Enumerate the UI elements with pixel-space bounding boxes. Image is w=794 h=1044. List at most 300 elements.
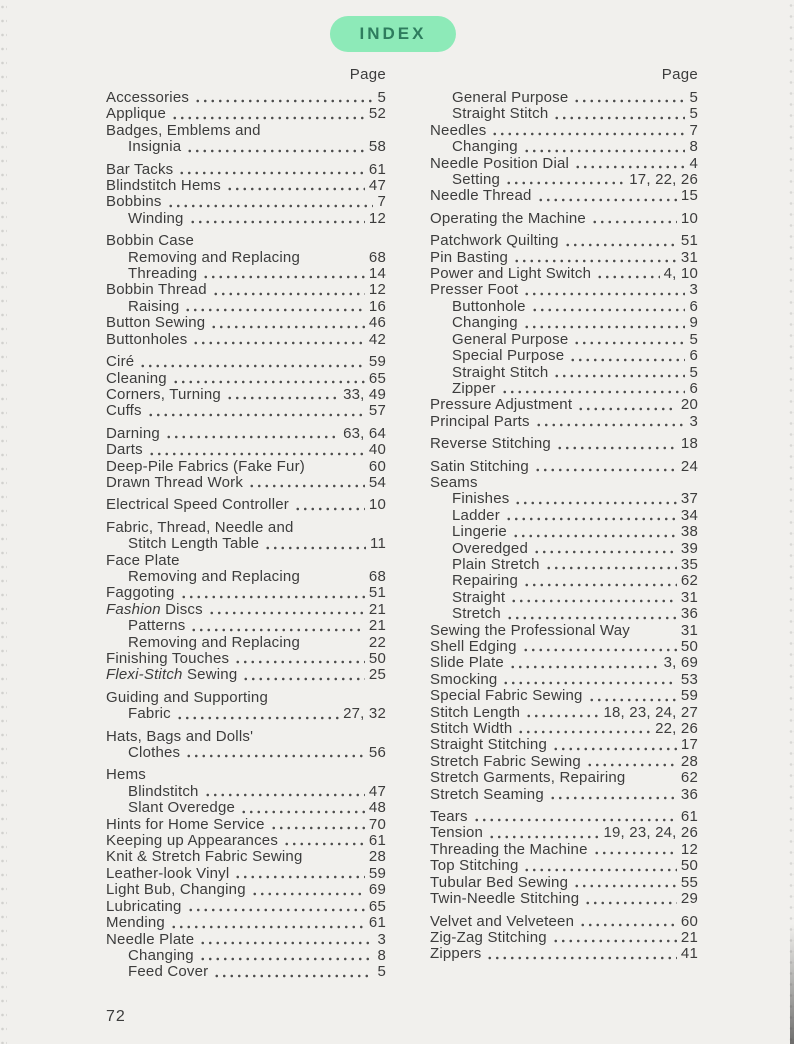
entry-label: Finishes — [452, 490, 510, 508]
entry-label: Bobbin Thread — [106, 281, 207, 299]
dot-leader — [147, 412, 365, 417]
entry-page-number: 9 — [689, 314, 698, 332]
dot-leader — [573, 98, 685, 103]
entry-label: Hats, Bags and Dolls' — [106, 727, 254, 745]
index-entry — [106, 553, 386, 569]
entry-label: Needle Thread — [430, 187, 532, 205]
index-entry — [430, 436, 698, 452]
spacer — [483, 483, 694, 488]
index-entry — [430, 688, 698, 704]
entry-page-number: 52 — [368, 105, 386, 123]
dot-leader — [523, 291, 685, 296]
index-entry — [106, 602, 386, 618]
entry-label: Zig-Zag Stitching — [430, 928, 547, 946]
dot-leader — [509, 664, 660, 669]
entry-page-number: 4, 10 — [663, 265, 698, 283]
index-entry — [430, 737, 698, 753]
index-entry — [106, 948, 386, 964]
dot-leader — [510, 598, 677, 603]
entry-label: Reverse Stitching — [430, 435, 551, 453]
index-entry — [106, 403, 386, 419]
entry-page-number: 5 — [689, 89, 698, 106]
index-entry — [430, 250, 698, 266]
entry-page-number: 20 — [680, 396, 698, 414]
entry-page-number: 53 — [680, 670, 698, 688]
entry-page-number: 14 — [368, 265, 386, 283]
index-entry — [106, 250, 386, 266]
spacer — [308, 858, 365, 863]
dot-leader — [549, 795, 677, 800]
entry-page-number: 39 — [680, 539, 698, 557]
entry-page-number: 3 — [689, 412, 698, 430]
entry-label: Keeping up Appearances — [106, 832, 279, 850]
entry-label: Changing — [452, 138, 518, 156]
index-entry — [106, 635, 386, 651]
entry-label: Stretch Seaming — [430, 785, 544, 803]
entry-page-number: 21 — [368, 617, 386, 635]
index-entry — [430, 211, 698, 227]
entry-page-number: 15 — [680, 187, 698, 205]
entry-label: Fashion Discs — [106, 600, 203, 618]
entry-page-number: 7 — [689, 121, 698, 139]
entry-page-number: 35 — [680, 555, 698, 573]
entry-label: Tubular Bed Sewing — [430, 873, 569, 891]
entry-page-number: 41 — [680, 945, 698, 963]
index-entry — [430, 606, 698, 622]
dot-leader — [139, 363, 365, 368]
entry-label: General Purpose — [452, 89, 569, 106]
entry-page-number: 57 — [368, 402, 386, 420]
index-entry — [106, 706, 386, 722]
dot-leader — [513, 258, 677, 263]
index-entry — [106, 745, 386, 761]
entry-label: Threading — [128, 265, 198, 283]
entry-page-number: 54 — [368, 473, 386, 491]
entry-label: Button Sewing — [106, 314, 206, 332]
entry-label: Stretch — [452, 605, 501, 623]
entry-page-number: 47 — [368, 782, 386, 800]
entry-label: Power and Light Switch — [430, 265, 592, 283]
dot-leader — [522, 647, 677, 652]
entry-label: Needle Position Dial — [430, 154, 570, 172]
dot-leader — [473, 817, 677, 822]
index-entry — [106, 569, 386, 585]
entry-page-number: 61 — [368, 160, 386, 178]
entry-label: Top Stitching — [430, 857, 519, 875]
entry-page-number: 10 — [368, 496, 386, 514]
dot-leader — [596, 274, 659, 279]
entry-label: Mending — [106, 914, 165, 932]
entry-page-number: 3 — [377, 930, 386, 948]
entry-label: Plain Stretch — [452, 555, 540, 573]
entry-label: Stretch Fabric Sewing — [430, 752, 581, 770]
entry-page-number: 40 — [368, 441, 386, 459]
entry-label: Overedged — [452, 539, 529, 557]
dot-leader — [593, 850, 677, 855]
dot-leader — [264, 545, 366, 550]
dot-leader — [212, 291, 365, 296]
dot-leader — [564, 242, 677, 247]
entry-label: Repairing — [452, 572, 519, 590]
entry-page-number: 21 — [368, 600, 386, 618]
entry-label: Feed Cover — [128, 963, 209, 981]
index-entry — [430, 282, 698, 298]
entry-label: Bobbin Case — [106, 232, 195, 250]
index-entry — [106, 332, 386, 348]
dot-leader — [240, 809, 365, 814]
index-entry — [106, 442, 386, 458]
entry-page-number: 8 — [377, 946, 386, 964]
dot-leader — [523, 867, 676, 872]
index-entry — [106, 667, 386, 683]
dot-leader — [148, 451, 365, 456]
entry-page-number: 55 — [680, 873, 698, 891]
index-entry — [106, 899, 386, 915]
entry-label: Fabric — [128, 705, 171, 723]
index-entry — [430, 365, 698, 381]
index-entry — [430, 573, 698, 589]
spacer — [305, 258, 365, 263]
dot-leader — [190, 627, 364, 632]
entry-page-number: 59 — [368, 864, 386, 882]
dot-leader — [208, 610, 365, 615]
dot-leader — [573, 340, 685, 345]
index-entry — [106, 784, 386, 800]
entry-page-number: 21 — [680, 928, 698, 946]
entry-page-number: 65 — [368, 369, 386, 387]
dot-leader — [545, 565, 677, 570]
scan-edge-noise-left — [0, 0, 7, 1044]
dot-leader — [192, 340, 364, 345]
entry-label: Buttonholes — [106, 330, 188, 348]
index-entry — [430, 946, 698, 962]
index-entry — [430, 491, 698, 507]
index-entry — [430, 348, 698, 364]
index-entry — [430, 875, 698, 891]
index-entry — [430, 397, 698, 413]
entry-label: Setting — [452, 171, 501, 189]
spacer — [266, 131, 382, 136]
entry-page-number: 63, 64 — [343, 424, 386, 442]
entry-page-number: 59 — [680, 687, 698, 705]
dot-leader — [553, 373, 685, 378]
entry-page-number: 61 — [368, 832, 386, 850]
index-entry — [106, 387, 386, 403]
dot-leader — [210, 324, 365, 329]
dot-leader — [486, 955, 676, 960]
entry-page-number: 12 — [368, 209, 386, 227]
entry-page-number: 22, 26 — [655, 720, 698, 738]
index-entry — [106, 800, 386, 816]
spacer — [199, 242, 382, 247]
scan-edge-noise-right — [789, 0, 794, 1044]
entry-label: Guiding and Supporting — [106, 688, 269, 706]
entry-page-number: 62 — [680, 769, 698, 787]
entry-label: Corners, Turning — [106, 385, 221, 403]
entry-page-number: 24 — [680, 457, 698, 475]
entry-label: Patchwork Quilting — [430, 232, 559, 250]
entry-page-number: 7 — [377, 193, 386, 211]
entry-page-number: 33, 49 — [343, 385, 386, 403]
entry-label: Straight Stitch — [452, 105, 549, 123]
entry-page-number: 61 — [368, 914, 386, 932]
spacer — [185, 561, 382, 566]
entry-page-number: 58 — [368, 138, 386, 156]
entry-label: Flexi-Stitch Sewing — [106, 666, 238, 684]
entry-label: Tension — [430, 824, 484, 842]
entry-label: Stretch Garments, Repairing — [430, 769, 626, 787]
index-entry — [106, 139, 386, 155]
spacer — [151, 776, 382, 781]
entry-page-number: 17, 22, 26 — [629, 171, 698, 189]
entry-label: Cuffs — [106, 402, 142, 420]
index-entry — [106, 178, 386, 194]
entry-label: Changing — [128, 946, 194, 964]
entry-label: Ladder — [452, 506, 500, 524]
entry-page-number: 5 — [689, 330, 698, 348]
index-entry — [106, 585, 386, 601]
index-entry — [430, 139, 698, 155]
index-entry — [430, 672, 698, 688]
dot-leader — [176, 715, 339, 720]
index-entry — [430, 508, 698, 524]
index-entry — [106, 536, 386, 552]
entry-page-number: 31 — [680, 588, 698, 606]
entry-label: Straight — [452, 588, 506, 606]
entry-label: Lubricating — [106, 897, 182, 915]
entry-label: Pin Basting — [430, 248, 509, 266]
index-entry — [106, 866, 386, 882]
entry-label: Insignia — [128, 138, 182, 156]
spacer — [635, 631, 677, 636]
index-entry — [430, 156, 698, 172]
index-entry — [106, 497, 386, 513]
spacer — [630, 779, 676, 784]
dot-leader — [167, 203, 374, 208]
entry-label: Bar Tacks — [106, 160, 174, 178]
entry-page-number: 12 — [368, 281, 386, 299]
dot-leader — [180, 594, 365, 599]
dot-leader — [579, 922, 677, 927]
entry-label: Cleaning — [106, 369, 167, 387]
index-entry — [106, 767, 386, 783]
dot-leader — [556, 445, 677, 450]
entry-page-number: 22 — [368, 633, 386, 651]
dot-leader — [187, 907, 365, 912]
dot-leader — [517, 729, 651, 734]
index-entry — [106, 123, 386, 139]
dot-leader — [251, 891, 365, 896]
dot-leader — [178, 170, 365, 175]
index-entry — [430, 930, 698, 946]
dot-leader — [502, 680, 676, 685]
entry-page-number: 5 — [689, 363, 698, 381]
dot-leader — [185, 753, 365, 758]
dot-leader — [586, 762, 677, 767]
dot-leader — [537, 197, 677, 202]
entry-label: Deep-Pile Fabrics (Fake Fur) — [106, 457, 305, 475]
dot-leader — [569, 357, 685, 362]
entry-label: Slant Overedge — [128, 799, 236, 817]
entry-label: Slide Plate — [430, 654, 504, 672]
entry-label: Stitch Length — [430, 703, 521, 721]
index-entry — [106, 459, 386, 475]
dot-leader — [189, 219, 365, 224]
index-entry — [430, 233, 698, 249]
entry-label: Lingerie — [452, 523, 507, 541]
entry-label: Twin-Needle Stitching — [430, 890, 580, 908]
index-entry — [430, 705, 698, 721]
index-entry — [430, 172, 698, 188]
dot-leader — [525, 713, 599, 718]
entry-label: Darts — [106, 441, 143, 459]
entry-page-number: 27, 32 — [343, 705, 386, 723]
dot-leader — [505, 180, 625, 185]
entry-label: Stitch Length Table — [128, 535, 260, 553]
dot-leader — [552, 746, 677, 751]
entry-label: Hints for Home Service — [106, 815, 265, 833]
dot-leader — [242, 676, 365, 681]
index-entry — [106, 106, 386, 122]
entry-label: Special Purpose — [452, 347, 565, 365]
index-entry — [106, 833, 386, 849]
dot-leader — [202, 274, 365, 279]
entry-label: Sewing the Professional Way — [430, 621, 630, 639]
entry-label: Fabric, Thread, Needle and — [106, 518, 294, 536]
entry-page-number: 5 — [377, 89, 386, 106]
dot-leader — [194, 98, 373, 103]
index-entry — [106, 849, 386, 865]
entry-page-number: 18, 23, 24, 27 — [603, 703, 698, 721]
index-entry — [430, 541, 698, 557]
index-entry — [106, 932, 386, 948]
dot-leader — [186, 148, 365, 153]
entry-page-number: 12 — [680, 840, 698, 858]
index-entry — [430, 414, 698, 430]
spacer — [273, 698, 382, 703]
spacer — [305, 577, 365, 582]
entry-page-number: 59 — [368, 353, 386, 371]
entry-page-number: 31 — [680, 248, 698, 266]
spacer — [258, 737, 382, 742]
entry-label: Ciré — [106, 353, 135, 371]
entry-page-number: 6 — [689, 347, 698, 365]
entry-page-number: 38 — [680, 523, 698, 541]
entry-label: Special Fabric Sewing — [430, 687, 583, 705]
dot-leader — [213, 973, 373, 978]
index-entry — [106, 915, 386, 931]
index-entry — [106, 651, 386, 667]
entry-page-number: 61 — [680, 808, 698, 826]
index-entry — [430, 891, 698, 907]
index-entry — [430, 842, 698, 858]
index-entry — [430, 315, 698, 331]
entry-page-number: 68 — [368, 248, 386, 266]
entry-page-number: 6 — [689, 297, 698, 315]
index-entry — [430, 381, 698, 397]
index-entry — [430, 809, 698, 825]
dot-leader — [204, 792, 365, 797]
entry-label: Clothes — [128, 744, 181, 762]
dot-leader — [172, 379, 365, 384]
entry-label: Needle Plate — [106, 930, 195, 948]
dot-leader — [234, 874, 365, 879]
dot-leader — [574, 164, 685, 169]
dot-leader — [591, 219, 677, 224]
index-entry — [430, 914, 698, 930]
index-entry — [430, 475, 698, 491]
index-entry — [106, 690, 386, 706]
index-entry — [430, 299, 698, 315]
entry-label: Patterns — [128, 617, 186, 635]
entry-label: Leather-look Vinyl — [106, 864, 230, 882]
spacer — [310, 467, 365, 472]
entry-label: Zippers — [430, 945, 482, 963]
entry-page-number: 56 — [368, 744, 386, 762]
index-entry — [430, 266, 698, 282]
entry-page-number: 16 — [368, 297, 386, 315]
dot-leader — [533, 549, 677, 554]
entry-page-number: 5 — [377, 963, 386, 981]
dot-leader — [552, 938, 677, 943]
entry-label: Operating the Machine — [430, 209, 586, 227]
index-entry — [106, 729, 386, 745]
dot-leader — [577, 406, 677, 411]
index-entry — [106, 964, 386, 980]
page-column-header-right: Page — [661, 66, 698, 83]
index-entry — [106, 354, 386, 370]
index-entry — [430, 721, 698, 737]
entry-label: Changing — [452, 314, 518, 332]
dot-leader — [226, 395, 339, 400]
dot-leader — [234, 659, 365, 664]
entry-label: Shell Edging — [430, 638, 517, 655]
entry-label: Straight Stitch — [452, 363, 549, 381]
dot-leader — [184, 307, 364, 312]
index-entry — [430, 557, 698, 573]
index-entry — [430, 524, 698, 540]
entry-page-number: 3, 69 — [663, 654, 698, 672]
dot-leader — [248, 483, 365, 488]
entry-label: Electrical Speed Controller — [106, 496, 289, 514]
entry-label: Knit & Stretch Fabric Sewing — [106, 848, 303, 866]
entry-page-number: 3 — [689, 281, 698, 299]
index-entry — [106, 162, 386, 178]
entry-page-number: 19, 23, 24, 26 — [603, 824, 698, 842]
dot-leader — [553, 115, 685, 120]
index-entry — [430, 332, 698, 348]
index-entry — [106, 426, 386, 442]
entry-label: Removing and Replacing — [128, 633, 301, 651]
entry-label: Light Bub, Changing — [106, 881, 246, 899]
index-column-right — [430, 90, 698, 963]
dot-leader — [171, 115, 365, 120]
index-entry — [106, 299, 386, 315]
index-entry — [430, 825, 698, 841]
dot-leader — [491, 131, 685, 136]
dot-leader — [573, 883, 677, 888]
entry-page-number: 60 — [368, 457, 386, 475]
entry-page-number: 60 — [680, 912, 698, 930]
entry-label: Velvet and Velveteen — [430, 912, 575, 930]
index-entry — [430, 188, 698, 204]
spacer — [299, 528, 382, 533]
dot-leader — [584, 900, 677, 905]
dot-leader — [588, 697, 677, 702]
entry-label: Faggoting — [106, 584, 175, 602]
scan-edge-shadow-bottom-right — [790, 924, 794, 1044]
entry-page-number: 68 — [368, 567, 386, 585]
